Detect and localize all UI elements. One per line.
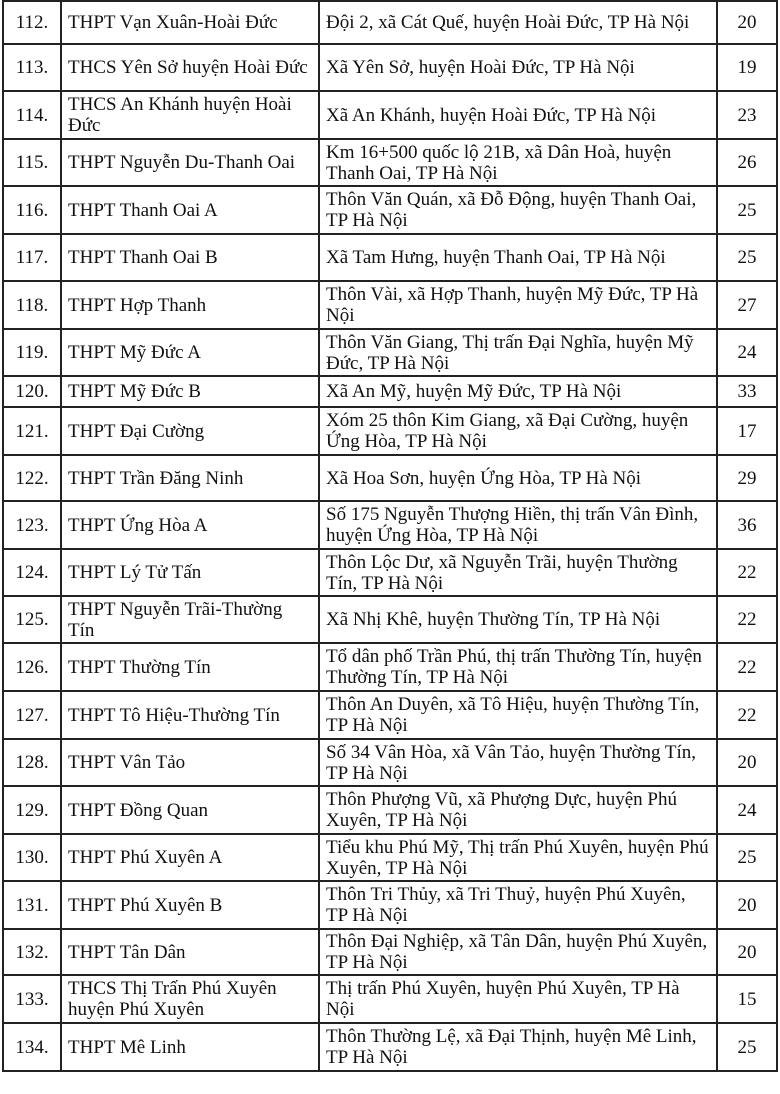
count-value: 17 <box>717 407 777 455</box>
table-row <box>3 234 777 281</box>
row-number: 131. <box>3 881 61 929</box>
school-name: THCS Thị Trấn Phú Xuyên huyện Phú Xuyên <box>61 975 319 1023</box>
count-value: 20 <box>717 929 777 975</box>
count-value: 22 <box>717 691 777 739</box>
row-number: 129. <box>3 786 61 834</box>
school-name: THPT Vạn Xuân-Hoài Đức <box>61 1 319 44</box>
school-address: Thôn Văn Giang, Thị trấn Đại Nghĩa, huyện Mỹ Đức, TP Hà Nội <box>319 329 717 376</box>
school-address: Tiểu khu Phú Mỹ, Thị trấn Phú Xuyên, huyện Phú Xuyên, TP Hà Nội <box>319 834 717 881</box>
count-value: 20 <box>717 739 777 786</box>
school-address: Xã An Mỹ, huyện Mỹ Đức, TP Hà Nội <box>319 376 717 407</box>
row-number: 130. <box>3 834 61 881</box>
school-address: Thôn An Duyên, xã Tô Hiệu, huyện Thường Tín, TP Hà Nội <box>319 691 717 739</box>
table-row <box>3 549 777 596</box>
row-number: 123. <box>3 501 61 549</box>
table-row <box>3 929 777 975</box>
row-number: 116. <box>3 186 61 234</box>
table-body <box>3 1 777 1071</box>
school-name: THPT Thường Tín <box>61 643 319 691</box>
school-address: Xóm 25 thôn Kim Giang, xã Đại Cường, huyện Ứng Hòa, TP Hà Nội <box>319 407 717 455</box>
count-value: 22 <box>717 643 777 691</box>
school-name: THPT Nguyễn Du-Thanh Oai <box>61 139 319 186</box>
school-name: THPT Tân Dân <box>61 929 319 975</box>
count-value: 24 <box>717 786 777 834</box>
school-name: THPT Nguyễn Trãi-Thường Tín <box>61 596 319 643</box>
table-row <box>3 786 777 834</box>
school-name: THPT Trần Đăng Ninh <box>61 455 319 501</box>
school-address: Đội 2, xã Cát Quế, huyện Hoài Đức, TP Hà Nội <box>319 1 717 44</box>
count-value: 23 <box>717 91 777 139</box>
count-value: 20 <box>717 1 777 44</box>
table-row <box>3 44 777 91</box>
table-row <box>3 376 777 407</box>
school-address: Xã Nhị Khê, huyện Thường Tín, TP Hà Nội <box>319 596 717 643</box>
table-row <box>3 139 777 186</box>
school-address: Km 16+500 quốc lộ 21B, xã Dân Hoà, huyện Thanh Oai, TP Hà Nội <box>319 139 717 186</box>
school-name: THCS An Khánh huyện Hoài Đức <box>61 91 319 139</box>
school-address: Thôn Vài, xã Hợp Thanh, huyện Mỹ Đức, TP Hà Nội <box>319 281 717 329</box>
table-row <box>3 975 777 1023</box>
school-address: Tổ dân phố Trần Phú, thị trấn Thường Tín, huyện Thường Tín, TP Hà Nội <box>319 643 717 691</box>
row-number: 117. <box>3 234 61 281</box>
table-row <box>3 91 777 139</box>
row-number: 121. <box>3 407 61 455</box>
school-name: THPT Tô Hiệu-Thường Tín <box>61 691 319 739</box>
school-address: Số 175 Nguyễn Thượng Hiền, thị trấn Vân Đình, huyện Ứng Hòa, TP Hà Nội <box>319 501 717 549</box>
count-value: 33 <box>717 376 777 407</box>
table-row <box>3 186 777 234</box>
count-value: 22 <box>717 596 777 643</box>
school-address: Xã An Khánh, huyện Hoài Đức, TP Hà Nội <box>319 91 717 139</box>
row-number: 133. <box>3 975 61 1023</box>
school-name: THPT Thanh Oai B <box>61 234 319 281</box>
row-number: 120. <box>3 376 61 407</box>
school-name: THPT Hợp Thanh <box>61 281 319 329</box>
school-name: THPT Thanh Oai A <box>61 186 319 234</box>
school-name: THPT Mê Linh <box>61 1023 319 1071</box>
table-row <box>3 1023 777 1071</box>
table-row <box>3 739 777 786</box>
school-name: THPT Đại Cường <box>61 407 319 455</box>
table-row <box>3 881 777 929</box>
row-number: 118. <box>3 281 61 329</box>
school-name: THPT Mỹ Đức B <box>61 376 319 407</box>
school-address: Xã Hoa Sơn, huyện Ứng Hòa, TP Hà Nội <box>319 455 717 501</box>
row-number: 126. <box>3 643 61 691</box>
row-number: 125. <box>3 596 61 643</box>
school-address: Thôn Văn Quán, xã Đỗ Động, huyện Thanh Oai, TP Hà Nội <box>319 186 717 234</box>
school-name: THPT Mỹ Đức A <box>61 329 319 376</box>
count-value: 24 <box>717 329 777 376</box>
row-number: 113. <box>3 44 61 91</box>
table-row <box>3 501 777 549</box>
school-address: Xã Tam Hưng, huyện Thanh Oai, TP Hà Nội <box>319 234 717 281</box>
row-number: 115. <box>3 139 61 186</box>
count-value: 22 <box>717 549 777 596</box>
school-address: Thôn Đại Nghiệp, xã Tân Dân, huyện Phú Xuyên, TP Hà Nội <box>319 929 717 975</box>
table-row <box>3 281 777 329</box>
row-number: 134. <box>3 1023 61 1071</box>
table-row <box>3 643 777 691</box>
school-table <box>2 0 778 1072</box>
school-address: Thôn Phượng Vũ, xã Phượng Dực, huyện Phú Xuyên, TP Hà Nội <box>319 786 717 834</box>
count-value: 25 <box>717 834 777 881</box>
table-row <box>3 691 777 739</box>
school-address: Thôn Tri Thủy, xã Tri Thuỷ, huyện Phú Xuyên, TP Hà Nội <box>319 881 717 929</box>
row-number: 114. <box>3 91 61 139</box>
row-number: 127. <box>3 691 61 739</box>
row-number: 128. <box>3 739 61 786</box>
table-row <box>3 455 777 501</box>
count-value: 36 <box>717 501 777 549</box>
count-value: 29 <box>717 455 777 501</box>
school-address: Thôn Thường Lệ, xã Đại Thịnh, huyện Mê Linh, TP Hà Nội <box>319 1023 717 1071</box>
row-number: 122. <box>3 455 61 501</box>
school-name: THPT Đồng Quan <box>61 786 319 834</box>
row-number: 112. <box>3 1 61 44</box>
count-value: 20 <box>717 881 777 929</box>
table-row <box>3 329 777 376</box>
count-value: 25 <box>717 234 777 281</box>
school-name: THPT Vân Tảo <box>61 739 319 786</box>
school-address: Thôn Lộc Dư, xã Nguyễn Trãi, huyện Thường Tín, TP Hà Nội <box>319 549 717 596</box>
table-row <box>3 834 777 881</box>
count-value: 15 <box>717 975 777 1023</box>
school-name: THPT Phú Xuyên B <box>61 881 319 929</box>
table-row <box>3 1 777 44</box>
school-address: Số 34 Vân Hòa, xã Vân Tảo, huyện Thường Tín, TP Hà Nội <box>319 739 717 786</box>
school-name: THPT Ứng Hòa A <box>61 501 319 549</box>
school-name: THCS Yên Sở huyện Hoài Đức <box>61 44 319 91</box>
school-address: Xã Yên Sở, huyện Hoài Đức, TP Hà Nội <box>319 44 717 91</box>
count-value: 25 <box>717 186 777 234</box>
row-number: 132. <box>3 929 61 975</box>
school-address: Thị trấn Phú Xuyên, huyện Phú Xuyên, TP Hà Nội <box>319 975 717 1023</box>
count-value: 26 <box>717 139 777 186</box>
table-row <box>3 407 777 455</box>
row-number: 124. <box>3 549 61 596</box>
school-name: THPT Lý Tử Tấn <box>61 549 319 596</box>
row-number: 119. <box>3 329 61 376</box>
count-value: 27 <box>717 281 777 329</box>
table-row <box>3 596 777 643</box>
count-value: 19 <box>717 44 777 91</box>
count-value: 25 <box>717 1023 777 1071</box>
school-name: THPT Phú Xuyên A <box>61 834 319 881</box>
